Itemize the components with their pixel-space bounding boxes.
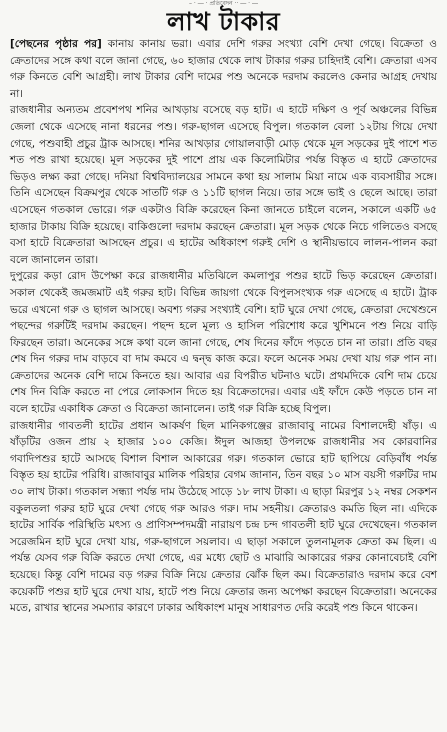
article-paragraph: রাজধানীর গাবতলী হাটের প্রধান আকর্ষণ ছিল মানিকগঞ্জের রাজাবাবু নামের বিশালদেহী ষাঁড়। এ ষাঁড়টির ওজন প্রায় ২ হাজার ১০০ কেজি। ঈদুল আজহা উপলক্ষে রাজধানীর সব কোরবানির গবাদিপশুর হাটে আসছে বিশাল বিশাল আকারের গরু। গতকাল ভোরে হাট ছাপিয়ে বেড়িবাঁধ পর্যন্ত বিস্তৃত হয় হাটের পরিধি। রাজাবাবুর মালিক পরিহার বেগম জানান, তিন বছর ১০ মাস বয়সী গরুটির দাম ৩০ লাখ টাকা। গতকাল সন্ধ্যা পর্যন্ত দাম উঠেছে সাড়ে ১৮ লাখ টাকা। এ ছাড়া মিরপুর ১২ নম্বর সেকশন বকুলতলা গরুর হাট ঘুরে দেখা গেছে গরু আরও গরু। দাম সহনীয়। ক্রেতারও কমতি ছিল না। এদিকে হাটের সার্বিক পরিস্থিতি মৎস্য ও প্রাণিসম্পদমন্ত্রী নারায়ণ চন্দ্র চন্দ গাবতলী হাট ঘুরে দেখেছেন। গতকাল সরেজমিন হাট ঘুরে দেখা যায়, গরু-ছাগলে সয়লাব। এ ছাড়া সকালে তুলনামূলক ক্রেতা কম ছিল। এ পর্যন্ত যেসব গরু বিক্রি করতে দেখা গেছে, এর মধ্যে ছোট ও মাঝারি আকারের গরুর কোনাবেচাই বেশি হয়েছে। কিন্তু বেশি দামের বড় গরুর বিক্রি নিয়ে ক্রেতার ঝোঁক ছিল কম। বিক্রেতারাও দরদাম করে বেশ কয়েকটি পশুর হাট ঘুরে দেখা যায়, হাটে পশু নিয়ে ক্রেতার জন্য অপেক্ষা করছেন বিক্রেতারা। অনেকের মতে, রাখার স্থানের সমস্যার কারণে ঢাকার অধিকাংশ মানুষ সাধারণত দেরি করেই পশু কিনে থাকেন। xyxy=(10,419,437,615)
article-paragraph: রাজধানীর অন্যতম প্রবেশপথ শনির আখড়ায় বসেছে বড় হাট। এ হাটে দক্ষিণ ও পূর্ব অঞ্চলের বিভিন্ন জেলা থেকে এসেছে নানা ধরনের পশু। গরু-ছাগল এসেছে বিপুল। গতকাল বেলা ১২টায় গিয়ে দেখা গেছে, পশুবাহী প্রচুর ট্রাক আসছে। শনির আখড়ার গোয়ালবাড়ী মোড় থেকে মূল সড়কের দুই পাশে শত শত পশু রাখা হয়েছে। মূল সড়কের দুই পাশে প্রায় এক কিলোমিটার পর্যন্ত বিস্তৃত এ হাটে ক্রেতাদের ভিড়ও লক্ষ্য করা গেছে। দনিয়া বিশ্ববিদ্যালয়ের সামনে কথা হয় সালাম মিয়া নামে এক ব্যবসায়ীর সঙ্গে। তিনি এসেছেন বিক্রমপুর থেকে সাতটি গরু ও ১১টি ছাগল নিয়ে। তার সঙ্গে ভাই ও ছেলে আছে। তারা এসেছেন গতকাল ভোরে। গরু একটাও বিক্রি করেছেন কিনা জানতে চাইলে বলেন, সকালে একটি ৬৫ হাজার টাকায় বিক্রি হয়েছে। বাকিগুলো দরদাম করছেন ক্রেতারা। মূল সড়ক থেকে নিচে গলিতেও বসছে বসা হাটে বিক্রেতারা আসছেন প্রচুর। এ হাটের অধিকাংশ গরুই দেশি ও স্থানীয়ভাবে লালন-পালন করা বলে জানালেন তারা। xyxy=(10,104,437,266)
headline: লাখ টাকার xyxy=(166,7,281,36)
article-paragraph: দুপুরের কড়া রোদ উপেক্ষা করে রাজধানীর মতিঝিলে কমলাপুর পশুর হাটে ভিড় করেছেন ক্রেতারা। সকাল থেকেই জমজমাট এই গরুর হাট। বিভিন্ন জায়গা থেকে বিপুলসংখ্যক গরু এসেছে এ হাটে। ট্রাক ভরে এখনো গরু ও ছাগল আসছে। অবশ্য গরুর সংখ্যাই বেশি। হাট ঘুরে দেখা গেছে, ক্রেতারা দেখেশুনে পছন্দের গরুটিই দরদাম করছেন। পছন্দ হলে মূল্য ও হাসিল পরিশোধ করে খুশিমনে পশু নিয়ে বাড়ি ফিরছেন তারা। অনেকের সঙ্গে কথা বলে জানা গেছে, শেষ দিনের ফাঁদে পড়তে চান না তারা। প্রতি বছর শেষ দিন গরুর দাম বাড়বে বা দাম কমবে এ দ্বন্দ্ব কাজ করে। ফলে অনেক সময় দেখা যায় গরু পান না। ক্রেতাদের অনেক বেশি দামে কিনতে হয়। আবার এর বিপরীত ঘটনাও ঘটে। প্রথমদিকে বেশি দাম চেয়ে শেষ দিন বিক্রি করতে না পেরে লোকসান দিতে হয় বিক্রেতাদের। এবার এই ফাঁদে কেউ পড়তে চান না বলে হাটের একাধিক ক্রেতা ও বিক্রেতা জানালেন। তাই গরু বিক্রি হচ্ছে বিপুল। xyxy=(10,270,437,416)
article-paragraph xyxy=(10,36,437,102)
article-body xyxy=(10,36,437,617)
paragraph-text: কানায় কানায় ভরা। এবার দেশি গরুর সংখ্যা বেশি দেখা গেছে। বিক্রেতা ও ক্রেতাদের সঙ্গে কথা বলে জানা গেছে, ৬০ হাজার থেকে লাখ টাকার গরুর চাহিদাই বেশি। ক্রেতারা এসব গরু কিনতে বেশি আগ্রহী। লাখ টাকার বেশি দামের পশু অনেকে দরদাম করলেও কেনার আগ্রহ দেখায় না। xyxy=(10,38,437,100)
continued-from-tag: [পেছনের পৃষ্ঠার পর] xyxy=(10,38,102,50)
header-strip: – · ― · প্রতিবেদন ·· ― · ― xyxy=(189,0,258,7)
